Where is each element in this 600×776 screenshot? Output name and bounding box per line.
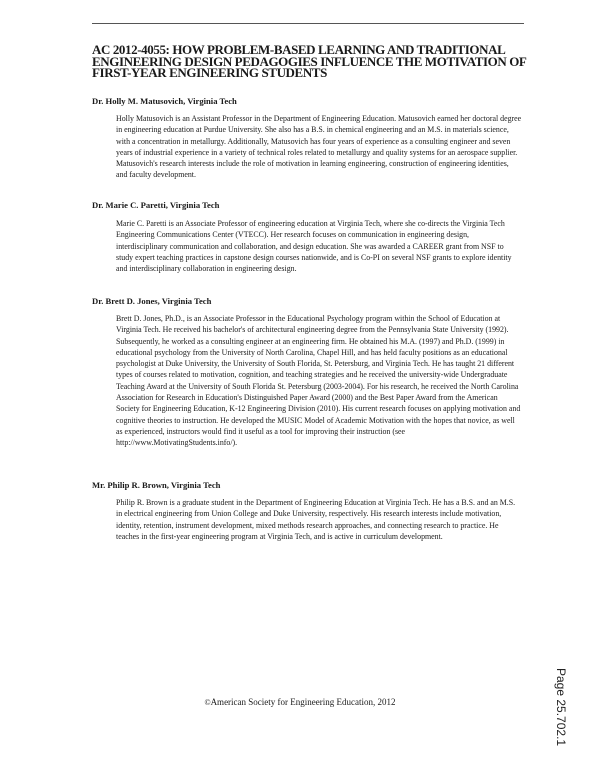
- top-rule: [92, 23, 524, 24]
- author-name-2: Dr. Marie C. Paretti, Virginia Tech: [92, 200, 220, 210]
- author-name-1: Dr. Holly M. Matusovich, Virginia Tech: [92, 96, 237, 106]
- page-number-stamp: Page 25.702.1: [554, 668, 568, 747]
- copyright-footer: [0, 697, 600, 707]
- copyright-symbol: ©: [204, 698, 211, 707]
- author-bio-1: Holly Matusovich is an Assistant Professor in the Department of Engineering Education. Matusovich earned her doctoral degree in engineering education at Purdue University. She also has a B.S. in chemical engineering and an M.S. in materials science, with a concentration in metallurgy. Additionally, Matusovich has four years of experience as a consulting engineer and seven years of industrial experience in a variety of technical roles related to metallurgy and quality systems for an aerospace supplier. Matusovich's research interests include the role of motivation in learning engineering, construction of engineering identities, and faculty development.: [116, 114, 522, 180]
- author-name-4: Mr. Philip R. Brown, Virginia Tech: [92, 480, 221, 490]
- author-bio-4: Philip R. Brown is a graduate student in the Department of Engineering Education at Virginia Tech. He has a B.S. and an M.S. in electrical engineering from Union College and Duke University, respectively. His research interests include motivation, identity, retention, instrument development, mixed methods research approaches, and connecting research to practice. He teaches in the first-year engineering program at Virginia Tech, and is active in curriculum development.: [116, 498, 516, 541]
- paper-title: AC 2012-4055: HOW PROBLEM-BASED LEARNING AND TRADITIONAL ENGINEERING DESIGN PEDAGOGIES INFLUENCE THE MOTIVATION OF FIRST-YEAR ENGINEERING STUDENTS: [92, 42, 526, 80]
- author-bio-2: Marie C. Paretti is an Associate Professor of engineering education at Virginia Tech, where she co-directs the Virginia Tech Engineering Communications Center (VTECC). Her research focuses on communication in engineering design, interdisciplinary communication and collaboration, and design education. She was awarded a CAREER grant from NSF to study expert teaching practices in capstone design courses nationwide, and is Co-PI on several NSF grants to explore identity and interdisciplinary collaboration in engineering design.: [116, 219, 512, 274]
- author-bio-3: Brett D. Jones, Ph.D., is an Associate Professor in the Educational Psychology program within the School of Education at Virginia Tech. He received his bachelor's of architectural engineering degree from the Pennsylvania State University (1992). Subsequently, he worked as a consulting engineer at an engineering firm. He obtained his M.A. (1997) and Ph.D. (1999) in educational psychology from the University of North Carolina, Chapel Hill, and has held faculty positions as an educational psychologist at Duke University, the University of South Florida, St. Petersburg, and Virginia Tech. He has taught 21 different types of courses related to motivation, cognition, and teaching strategies and he received the university-wide Undergraduate Teaching Award at the University of South Florida St. Petersburg (2003-2004). For his research, he received the North Carolina Association for Research in Education's Distinguished Paper Award (2000) and the Best Paper Award from the American Society for Engineering Education, K-12 Engineering Division (2010). His current research focuses on applying motivation and cognitive theories to instruction. He developed the MUSIC Model of Academic Motivation with the hopes that novice, as well as experienced, instructors would find it useful as a tool for improving their instruction (see http://www.MotivatingStudents.info/).: [116, 314, 521, 448]
- copyright-text: American Society for Engineering Education, 2012: [210, 697, 396, 707]
- author-name-3: Dr. Brett D. Jones, Virginia Tech: [92, 296, 212, 306]
